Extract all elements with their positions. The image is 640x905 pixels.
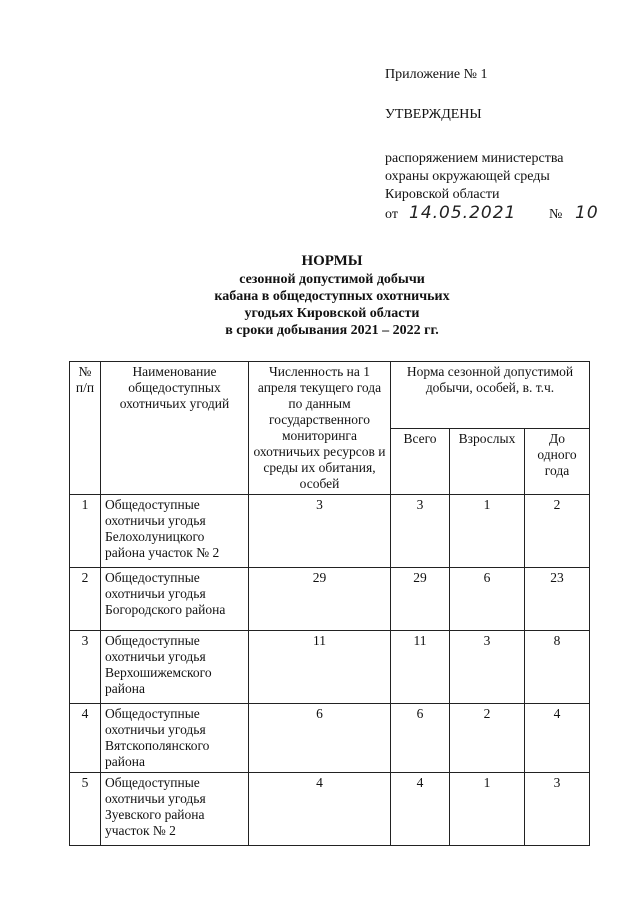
cell-young: 8: [525, 631, 590, 704]
cell-adults: 1: [450, 495, 525, 568]
header-count: Численность на 1 апреля текущего года по данным государственного мониторинга охотничьих ресурсов и среды их обитания, особей: [249, 362, 391, 495]
norms-table: [69, 361, 590, 846]
cell-young: 2: [525, 495, 590, 568]
cell-count: 4: [249, 773, 391, 846]
header-name: Наименование общедоступных охотничьих угодий: [101, 362, 249, 495]
cell-num: 1: [70, 495, 101, 568]
cell-name: Общедоступные охотничьи угодья Богородского района: [101, 568, 249, 631]
header-young: До одного года: [525, 428, 590, 495]
appendix-label: Приложение № 1: [385, 67, 488, 82]
cell-total: 11: [391, 631, 450, 704]
cell-num: 3: [70, 631, 101, 704]
table-row: [70, 495, 590, 568]
document-title: [0, 253, 640, 339]
cell-adults: 2: [450, 704, 525, 773]
cell-total: 29: [391, 568, 450, 631]
decree-line-2: охраны окружающей среды: [385, 169, 550, 184]
cell-young: 3: [525, 773, 590, 846]
cell-name: Общедоступные охотничьи угодья Зуевского района участок № 2: [101, 773, 249, 846]
cell-count: 29: [249, 568, 391, 631]
header-adults: Взрослых: [450, 428, 525, 495]
cell-total: 4: [391, 773, 450, 846]
cell-count: 6: [249, 704, 391, 773]
header-total: Всего: [391, 428, 450, 495]
cell-young: 4: [525, 704, 590, 773]
cell-name: Общедоступные охотничьи угодья Верхошижемского района: [101, 631, 249, 704]
header-norm: Норма сезонной допустимой добычи, особей, в. т.ч.: [391, 362, 590, 429]
table-row: [70, 568, 590, 631]
table-row: [70, 773, 590, 846]
cell-adults: 3: [450, 631, 525, 704]
approval-block: [385, 66, 625, 224]
cell-adults: 1: [450, 773, 525, 846]
cell-total: 6: [391, 704, 450, 773]
decree-line-1: распоряжением министерства: [385, 151, 564, 166]
cell-adults: 6: [450, 568, 525, 631]
title-main: НОРМЫ: [301, 253, 363, 269]
cell-name: Общедоступные охотничьи угодья Вятскополянского района: [101, 704, 249, 773]
handwritten-date: 14.05.2021: [409, 203, 517, 223]
title-line-4: в сроки добывания 2021 – 2022 гг.: [225, 323, 439, 338]
header-num: № п/п: [70, 362, 101, 495]
title-line-2: кабана в общедоступных охотничьих: [214, 289, 450, 304]
handwritten-number: 10: [575, 203, 599, 223]
table-row: [70, 704, 590, 773]
cell-count: 3: [249, 495, 391, 568]
cell-num: 5: [70, 773, 101, 846]
decree-line-3: Кировской области: [385, 187, 500, 202]
cell-num: 4: [70, 704, 101, 773]
decree-date-row: [385, 204, 625, 224]
cell-name: Общедоступные охотничьи угодья Белохолуницкого района участок № 2: [101, 495, 249, 568]
title-line-3: угодьях Кировской области: [244, 306, 420, 321]
approved-label: УТВЕРЖДЕНЫ: [385, 107, 482, 122]
cell-count: 11: [249, 631, 391, 704]
cell-num: 2: [70, 568, 101, 631]
number-label: №: [549, 207, 563, 222]
cell-young: 23: [525, 568, 590, 631]
table-row: [70, 631, 590, 704]
table-header-row-1: [70, 362, 590, 429]
date-label: от: [385, 207, 398, 222]
cell-total: 3: [391, 495, 450, 568]
title-line-1: сезонной допустимой добычи: [239, 272, 425, 287]
